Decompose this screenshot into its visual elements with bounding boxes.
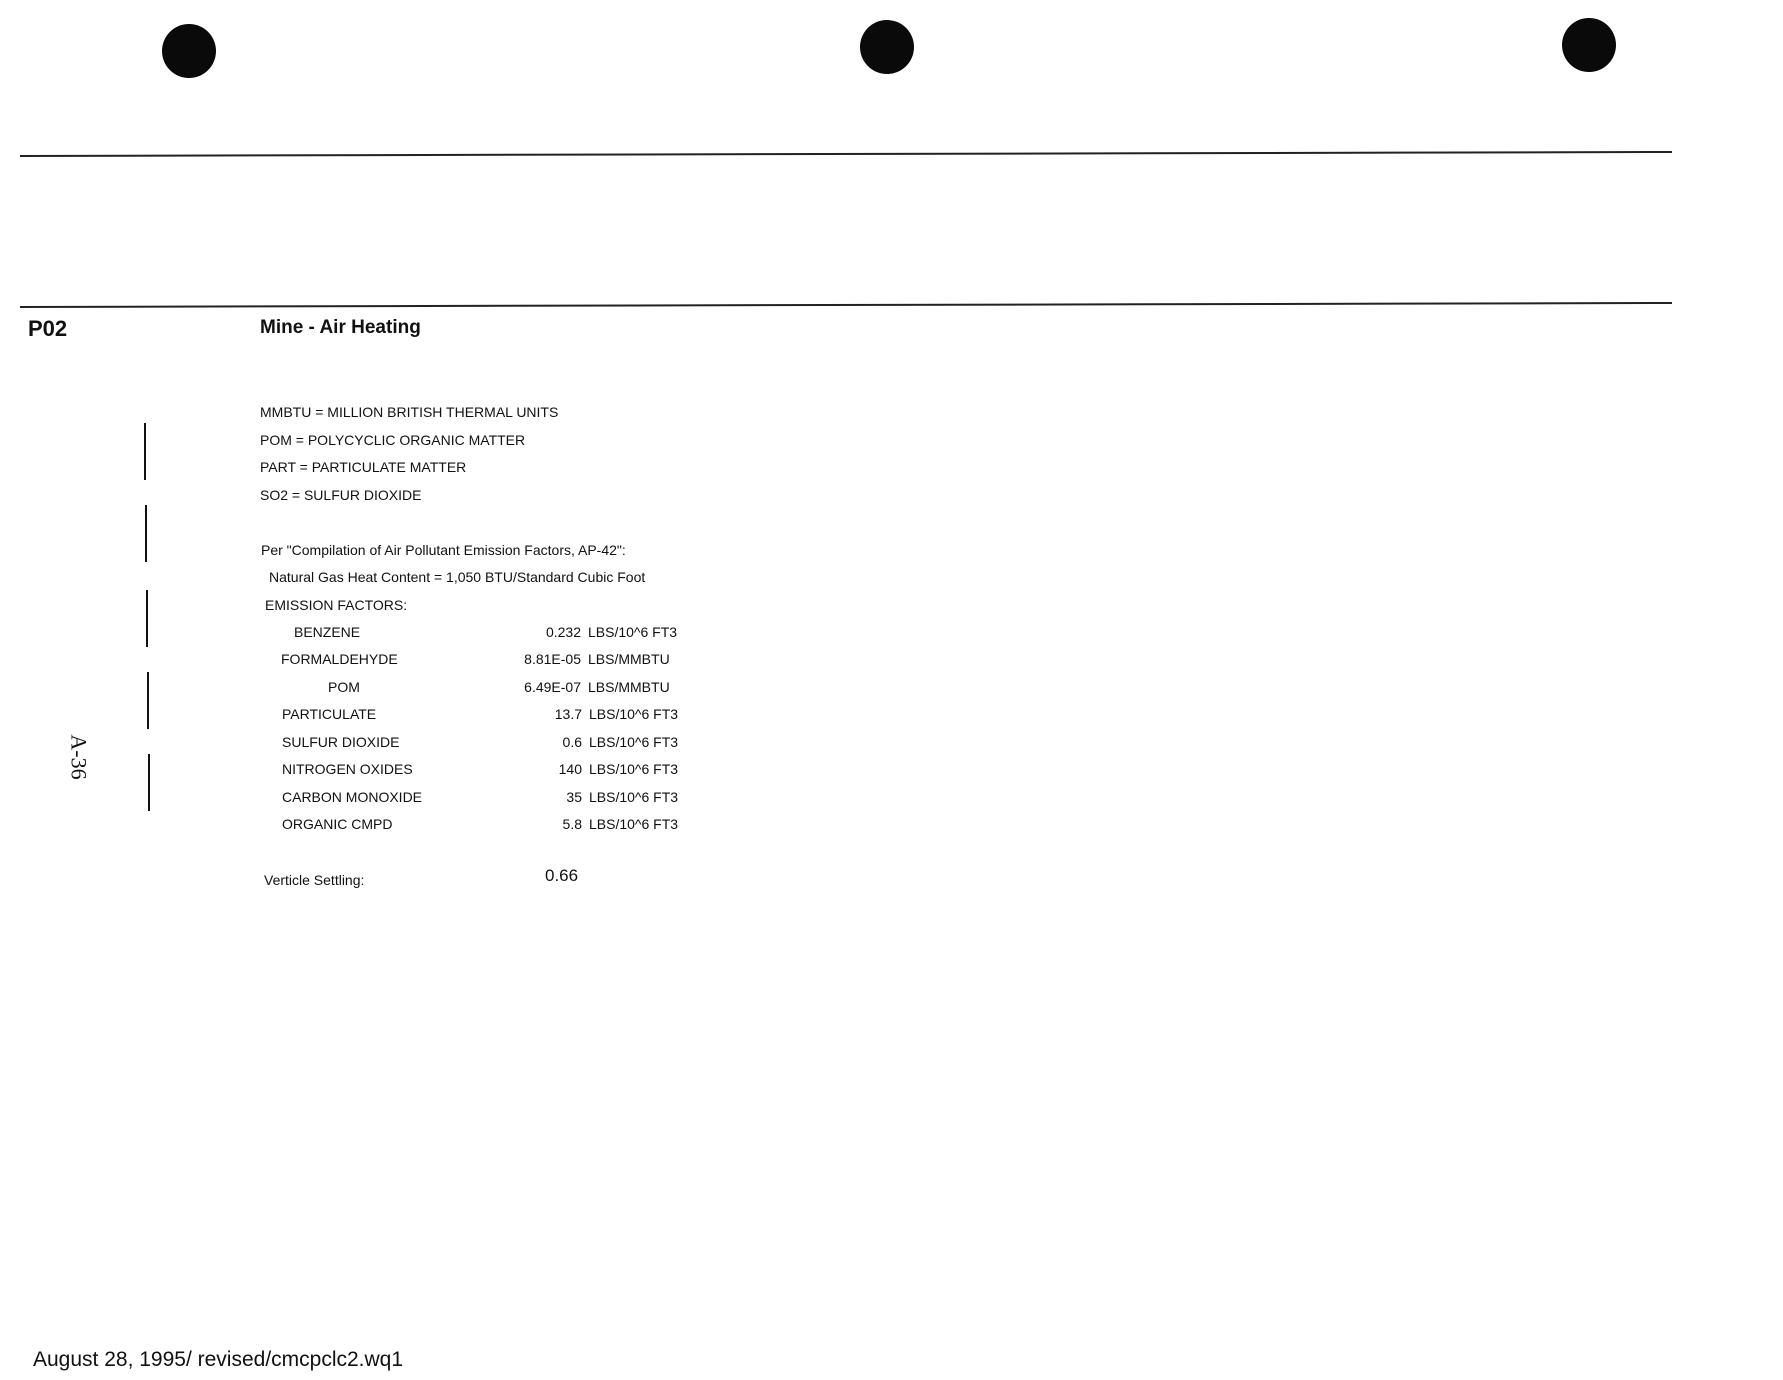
revision-bar [146, 590, 148, 647]
revision-bar [147, 672, 149, 729]
page-number: A-36 [66, 734, 92, 780]
revision-bar [148, 754, 150, 811]
emission-factors-heading: EMISSION FACTORS: [265, 597, 408, 613]
factor-name: NITROGEN OXIDES [282, 761, 413, 777]
settling-label: Verticle Settling: [264, 872, 365, 888]
definition-line: SO2 = SULFUR DIOXIDE [260, 487, 422, 503]
punch-hole-left [162, 24, 216, 78]
header-rule [20, 302, 1672, 308]
factor-name: SULFUR DIOXIDE [282, 734, 400, 750]
factor-name: ORGANIC CMPD [282, 816, 393, 832]
punch-hole-center [860, 20, 914, 74]
factor-unit: LBS/10^6 FT3 [588, 624, 678, 640]
definition-line: MMBTU = MILLION BRITISH THERMAL UNITS [260, 404, 559, 420]
factor-unit: LBS/10^6 FT3 [589, 706, 679, 722]
factor-value: 140 [558, 761, 582, 777]
factor-unit: LBS/MMBTU [588, 679, 670, 695]
factor-unit: LBS/10^6 FT3 [589, 816, 679, 832]
factor-unit: LBS/10^6 FT3 [589, 789, 679, 805]
definition-line: PART = PARTICULATE MATTER [260, 459, 467, 475]
factor-name: BENZENE [294, 624, 361, 640]
revision-bar [144, 423, 146, 480]
factor-name: PARTICULATE [282, 706, 377, 722]
footer-file-reference: August 28, 1995/ revised/cmcpclc2.wq1 [33, 1348, 404, 1371]
factor-value: 0.6 [562, 734, 582, 750]
settling-value: 0.66 [545, 866, 579, 885]
factor-name: FORMALDEHYDE [281, 651, 398, 667]
factor-value: 6.49E-07 [524, 679, 581, 695]
factor-value: 0.232 [545, 624, 581, 640]
factor-unit: LBS/10^6 FT3 [589, 734, 679, 750]
revision-bar [145, 505, 147, 562]
factor-name: CARBON MONOXIDE [282, 789, 423, 805]
source-line: Per "Compilation of Air Pollutant Emission Factors, AP-42": [261, 542, 626, 558]
top-rule [20, 151, 1672, 157]
factor-value: 35 [566, 789, 582, 805]
definition-line: POM = POLYCYCLIC ORGANIC MATTER [260, 432, 526, 448]
factor-value: 5.8 [562, 816, 582, 832]
factor-unit: LBS/10^6 FT3 [589, 761, 679, 777]
factor-name: POM [328, 679, 360, 695]
factor-value: 13.7 [554, 706, 582, 722]
heat-content-line: Natural Gas Heat Content = 1,050 BTU/Standard Cubic Foot [269, 569, 646, 585]
punch-hole-right [1562, 18, 1616, 72]
section-code: P02 [28, 316, 68, 341]
factor-unit: LBS/MMBTU [588, 651, 670, 667]
factor-value: 8.81E-05 [524, 651, 581, 667]
page-title: Mine - Air Heating [260, 317, 421, 338]
